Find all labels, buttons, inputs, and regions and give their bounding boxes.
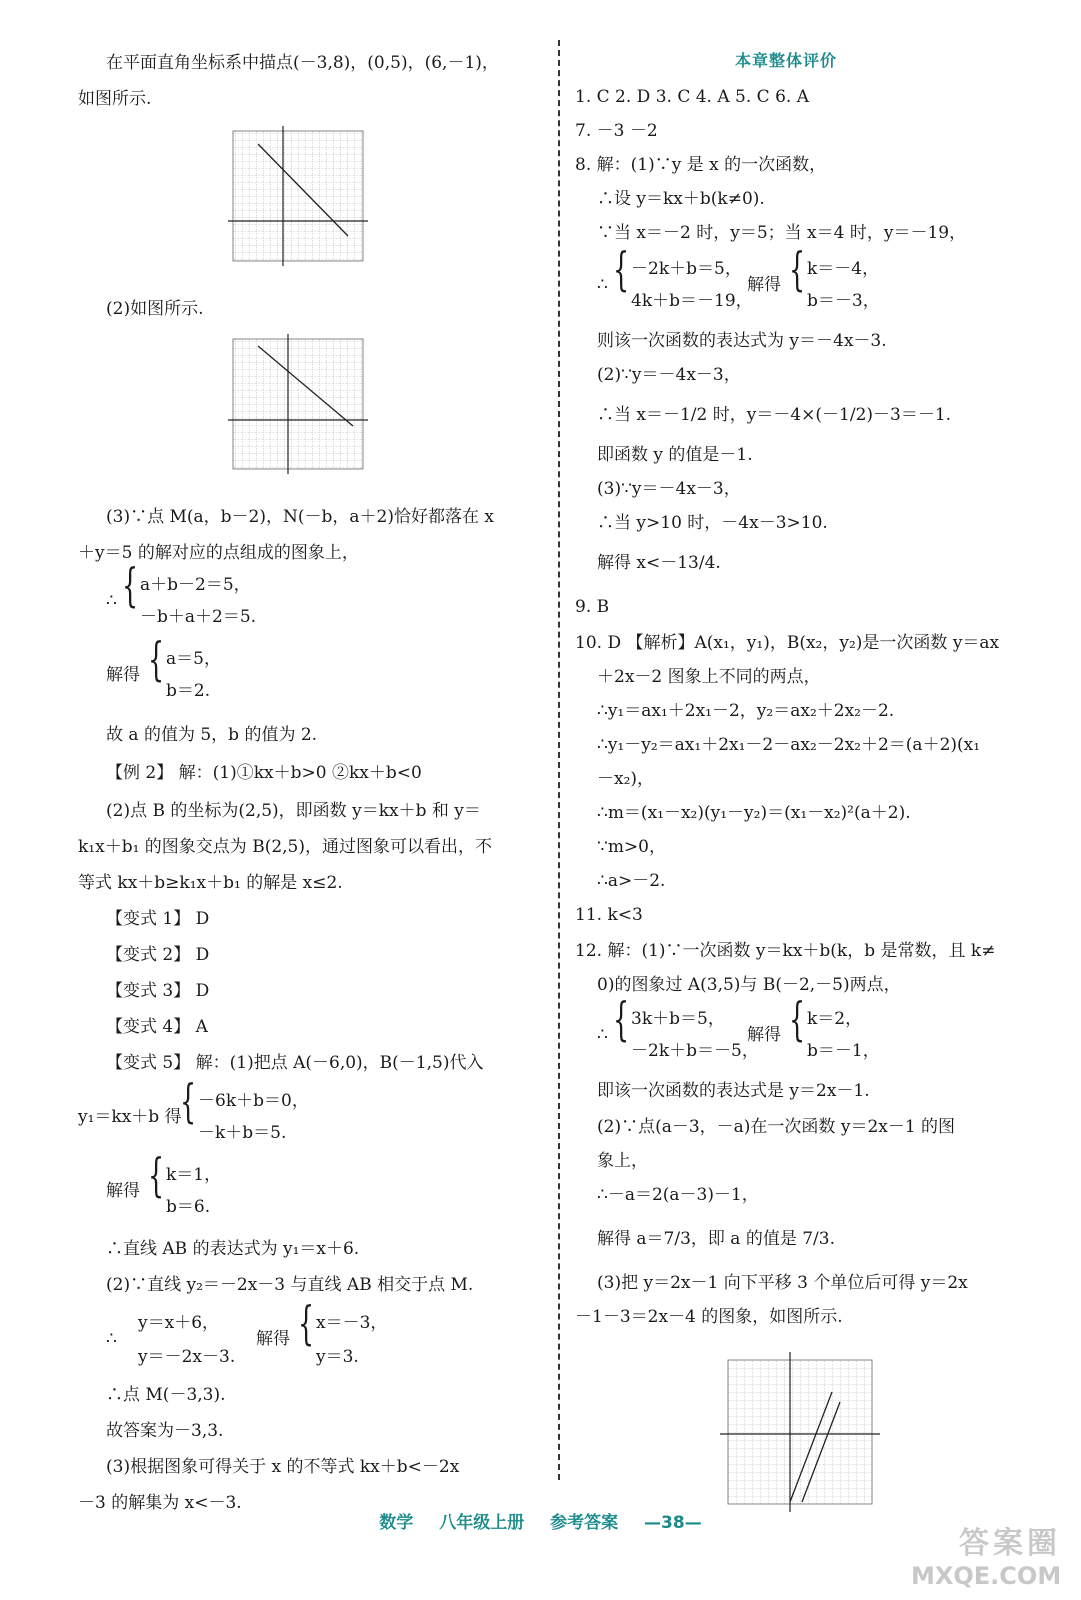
footer-answers: 参考答案 [550,1513,619,1533]
text-line: ∴当 y>10 时，－4x－3>10. [597,513,828,533]
answer-line: 【变式 2】 D [106,945,210,965]
graph-1 [228,126,368,266]
text-line: k₁x＋b₁ 的图象交点为 B(2,5)，通过图象可以看出，不 [78,837,493,857]
text-line: 即该一次函数的表达式是 y＝2x－1. [597,1081,870,1101]
brace: { [148,632,165,686]
text-line: ∴m＝(x₁－x₂)(y₁－y₂)＝(x₁－x₂)²(a＋2). [597,803,911,823]
brace: { [789,992,806,1046]
answer-line: 【变式 5】 解：(1)把点 A(－6,0)，B(－1,5)代入 [106,1053,484,1073]
answer-line: 7. －3 －2 [575,121,658,141]
text-line: (2)∵点(a－3，－a)在一次函数 y＝2x－1 的图 [597,1117,956,1137]
answer-line: 【变式 3】 D [106,981,210,1001]
brace: { [789,242,806,296]
answer-line: 1. C 2. D 3. C 4. A 5. C 6. A [575,87,809,107]
text-line: (2)∵y＝－4x－3， [597,365,741,385]
equation: a＋b－2＝5， [140,575,251,595]
text-line: 故 a 的值为 5，b 的值为 2. [106,725,318,745]
therefore-symbol: ∴ [597,1025,608,1045]
text-line: 解得 [106,1181,140,1201]
equation: x＝－3， [316,1313,388,1333]
text-line: 等式 kx＋b≥k₁x＋b₁ 的解是 x≤2. [78,873,343,893]
brace: { [122,558,139,612]
text-line: －1－3＝2x－4 的图象，如图所示. [575,1307,843,1327]
brace: { [180,1074,197,1128]
equation: 3k＋b＝5， [631,1009,725,1029]
watermark-url: MXQE.COM [911,1562,1062,1590]
answer-line: 11. k<3 [575,905,643,925]
answer-line: 8. 解：(1)∵y 是 x 的一次函数， [575,155,827,175]
text-line: (3)∵y＝－4x－3， [597,479,741,499]
equation: y＝－2x－3. [138,1347,236,1367]
therefore-symbol: ∴ [106,1329,117,1349]
text-line: ∴直线 AB 的表达式为 y₁＝x＋6. [106,1239,360,1259]
equation: b＝－1， [807,1041,880,1061]
section-title: 本章整体评价 [735,51,838,70]
equation: b＝2. [166,681,211,701]
equation: y＝3. [316,1347,359,1367]
brace: { [148,1148,165,1202]
watermark-logo [911,1518,1061,1588]
therefore-symbol: ∴ [597,275,608,295]
text-line: (3)∵点 M(a，b－2)，N(－b，a＋2)恰好都落在 x [106,507,494,527]
equation: b＝－3， [807,291,880,311]
answer-line: 12. 解：(1)∵一次函数 y＝kx＋b(k，b 是常数，且 k≠ [575,941,996,961]
text-line: ∴y₁＝ax₁＋2x₁－2，y₂＝ax₂＋2x₂－2. [597,701,895,721]
equation: －b＋a＋2＝5. [140,607,257,627]
text-line: ＋2x－2 图象上不同的两点， [597,667,821,687]
page-number: —38— [644,1513,702,1533]
equation: －6k＋b＝0， [198,1091,309,1111]
footer-grade: 八年级上册 [439,1513,525,1533]
text-line: ∴当 x＝－1/2 时，y＝－4×(－1/2)－3＝－1. [597,405,952,425]
text-line: 故答案为－3,3. [106,1421,224,1441]
text-line: －x₂)， [597,769,655,789]
equation: k＝－4， [807,259,880,279]
therefore-symbol: ∴ [106,591,117,611]
text-line: 解得 [747,1025,781,1045]
text-line: 【例 2】 解：(1)①kx＋b>0 ②kx＋b<0 [106,763,422,783]
watermark-text: 答案圈 [959,1526,1061,1561]
equation: k＝2， [807,1009,863,1029]
text-line: (2)如图所示. [106,299,204,319]
text-line: (2)点 B 的坐标为(2,5)，即函数 y＝kx＋b 和 y＝ [106,801,481,821]
equation: －2k＋b＝5， [631,259,742,279]
text-line: 解得 [747,275,781,295]
equation: k＝1， [166,1165,222,1185]
text-line: －3 的解集为 x<－3. [78,1493,242,1513]
answer-line: 10. D 【解析】A(x₁，y₁)，B(x₂，y₂)是一次函数 y＝ax [575,633,1000,653]
text-line: ∴点 M(－3,3). [106,1385,226,1405]
equation: －k＋b＝5. [198,1123,287,1143]
text-line: 则该一次函数的表达式为 y＝－4x－3. [597,331,887,351]
text-line: (3)把 y＝2x－1 向下平移 3 个单位后可得 y＝2x [597,1273,968,1293]
text-line: ∵m>0， [597,837,666,857]
equation: y＝x＋6， [138,1313,220,1333]
text-line: ＋y＝5 的解对应的点组成的图象上， [78,543,359,563]
text-line: 解得 a＝7/3，即 a 的值是 7/3. [597,1229,836,1249]
text-line: 即函数 y 的值是－1. [597,445,753,465]
graph-3 [720,1352,880,1512]
text-line: ∴a>－2. [597,871,666,891]
text-line: 解得 x<－13/4. [597,553,721,573]
equation: b＝6. [166,1197,211,1217]
text-line: 解得 [256,1329,290,1349]
text-line: ∵当 x＝－2 时，y＝5；当 x＝4 时，y＝－19， [597,223,967,243]
footer-subject: 数学 [379,1513,414,1533]
answer-line: 【变式 4】 A [106,1017,208,1037]
graph-2 [228,334,368,474]
text-line: 0)的图象过 A(3,5)与 B(－2,－5)两点， [597,975,901,995]
text-line: (3)根据图象可得关于 x 的不等式 kx＋b<－2x [106,1457,460,1477]
text-line: 象上， [597,1151,648,1171]
text-line: ∴y₁－y₂＝ax₁＋2x₁－2－ax₂－2x₂＋2＝(a＋2)(x₁ [597,735,981,755]
text-line: ∴－a＝2(a－3)－1， [597,1185,759,1205]
text-line: 解得 [106,665,140,685]
text-line: 在平面直角坐标系中描点(－3,8)，(0,5)，(6,－1)， [106,53,499,73]
equation: 4k＋b＝－19， [631,291,753,311]
text-line: y₁＝kx＋b 得 [78,1107,182,1127]
equation: a＝5， [166,649,221,669]
text-line: ∴设 y＝kx＋b(k≠0). [597,189,765,209]
equation: －2k＋b＝－5， [631,1041,759,1061]
brace: { [613,992,630,1046]
brace: { [298,1296,315,1350]
answer-line: 【变式 1】 D [106,909,210,929]
column-divider [558,40,560,1480]
answer-line: 9. B [575,597,610,617]
text-line: (2)∵直线 y₂＝－2x－3 与直线 AB 相交于点 M. [106,1275,474,1295]
brace: { [613,242,630,296]
text-line: 如图所示. [78,89,152,109]
